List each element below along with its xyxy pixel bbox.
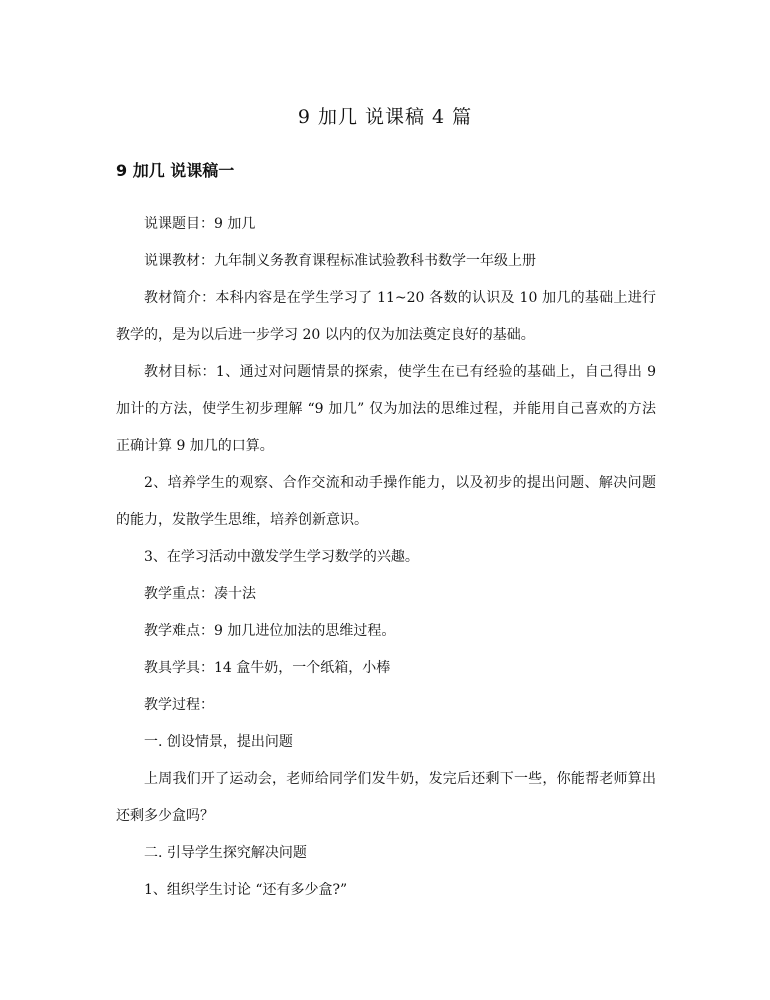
paragraph-key-point: 教学重点：凑十法 xyxy=(144,586,256,602)
paragraph-difficulty: 教学难点：9 加几进位加法的思维过程。 xyxy=(144,623,396,639)
paragraph-step-2: 二. 引导学生探究解决问题 xyxy=(144,845,307,861)
paragraph-step-1: 一. 创设情景，提出问题 xyxy=(144,734,293,750)
paragraph-materials: 教具学具：14 盒牛奶，一个纸箱，小棒 xyxy=(144,660,391,676)
document-body xyxy=(116,206,656,909)
paragraph-objective-3: 3、在学习活动中激发学生学习数学的兴趣。 xyxy=(144,549,419,565)
document-title: 9 加几 说课稿 4 篇 xyxy=(297,106,473,128)
paragraph-objective-2: 2、培养学生的观察、合作交流和动手操作能力，以及初步的提出问题、解决问题的能力，发散学生思维，培养创新意识。 xyxy=(116,475,656,528)
paragraph-topic: 说课题目：9 加几 xyxy=(144,216,256,232)
paragraph-process: 教学过程： xyxy=(144,697,214,713)
paragraph-objective-1: 教材目标：1、通过对问题情景的探索，使学生在已有经验的基础上，自己得出 9 加计的方法，使学生初步理解 “9 加几” 仅为加法的思维过程，并能用自己喜欢的方法正确计算 9 加几的口算。 xyxy=(116,364,656,454)
paragraph-textbook: 说课教材：九年制义务教育课程标准试验教科书数学一年级上册 xyxy=(144,253,536,269)
paragraph-introduction: 教材简介：本科内容是在学生学习了 11~20 各数的认识及 10 加几的基础上进行教学的，是为以后进一步学习 20 以内的仅为加法奠定良好的基础。 xyxy=(116,290,656,343)
paragraph-scenario: 上周我们开了运动会，老师给同学们发牛奶，发完后还剩下一些，你能帮老师算出还剩多少盒吗？ xyxy=(116,771,656,824)
paragraph-discussion: 1、组织学生讨论 “还有多少盒?” xyxy=(144,882,348,898)
section-heading: 9 加几 说课稿一 xyxy=(116,161,235,180)
